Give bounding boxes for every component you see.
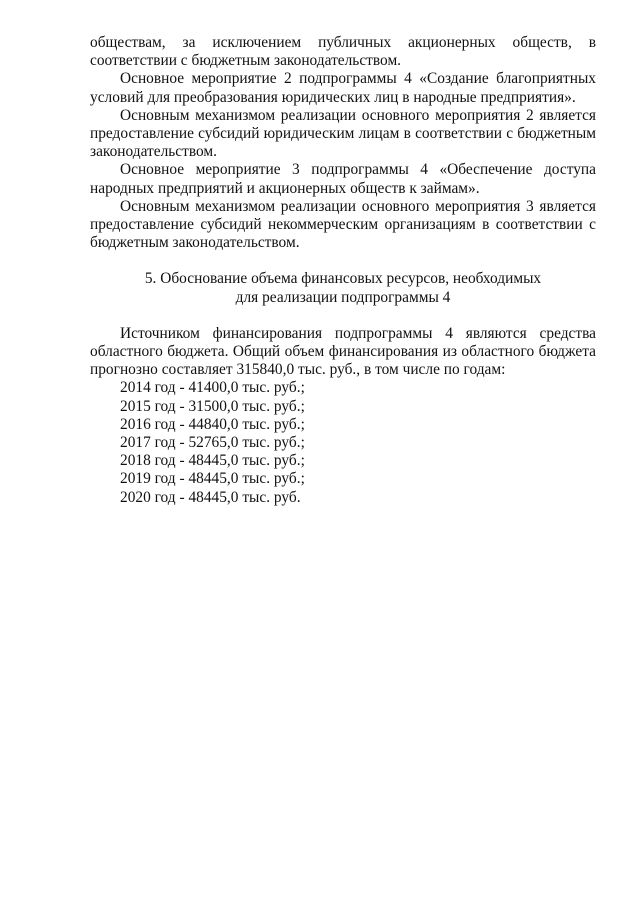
funding-year-item: 2015 год - 31500,0 тыс. руб.; <box>120 397 305 415</box>
funding-year-item: 2020 год - 48445,0 тыс. руб. <box>120 488 301 506</box>
funding-by-year-list <box>90 379 596 506</box>
section-title <box>90 270 596 306</box>
paragraph-mechanism-3: Основным механизмом реализации основного мероприятия 3 является предоставление субсидий некоммерческим организациям в соответствии с бюджетным законодательством. <box>90 197 596 252</box>
funding-year-item: 2017 год - 52765,0 тыс. руб.; <box>120 434 305 452</box>
funding-year-item: 2016 год - 44840,0 тыс. руб.; <box>120 415 305 433</box>
funding-year-item: 2018 год - 48445,0 тыс. руб.; <box>120 452 305 470</box>
document-page <box>90 34 596 507</box>
paragraph-funding: Источником финансирования подпрограммы 4 являются средства областного бюджета. Общий объем финансирования из областного бюджета прогнозно составляет 315840,0 тыс. руб., в том числе по годам: <box>90 324 596 379</box>
paragraph-mechanism-2: Основным механизмом реализации основного мероприятия 2 является предоставление субсидий юридическим лицам в соответствии с бюджетным законодательством. <box>90 106 596 161</box>
funding-year-item: 2019 год - 48445,0 тыс. руб.; <box>120 470 305 488</box>
paragraph-continuation: обществам, за исключением публичных акционерных обществ, в соответствии с бюджетным законодательством. <box>90 34 596 70</box>
paragraph-activity-3: Основное мероприятие 3 подпрограммы 4 «Обеспечение доступа народных предприятий и акционерных обществ к займам». <box>90 161 596 197</box>
paragraph-activity-2: Основное мероприятие 2 подпрограммы 4 «Создание благоприятных условий для преобразования юридических лиц в народные предприятия». <box>90 70 596 106</box>
section-title-line-2: для реализации подпрограммы 4 <box>235 288 451 306</box>
funding-year-item: 2014 год - 41400,0 тыс. руб.; <box>120 379 305 397</box>
section-title-line-1: 5. Обоснование объема финансовых ресурсов, необходимых <box>144 270 542 288</box>
